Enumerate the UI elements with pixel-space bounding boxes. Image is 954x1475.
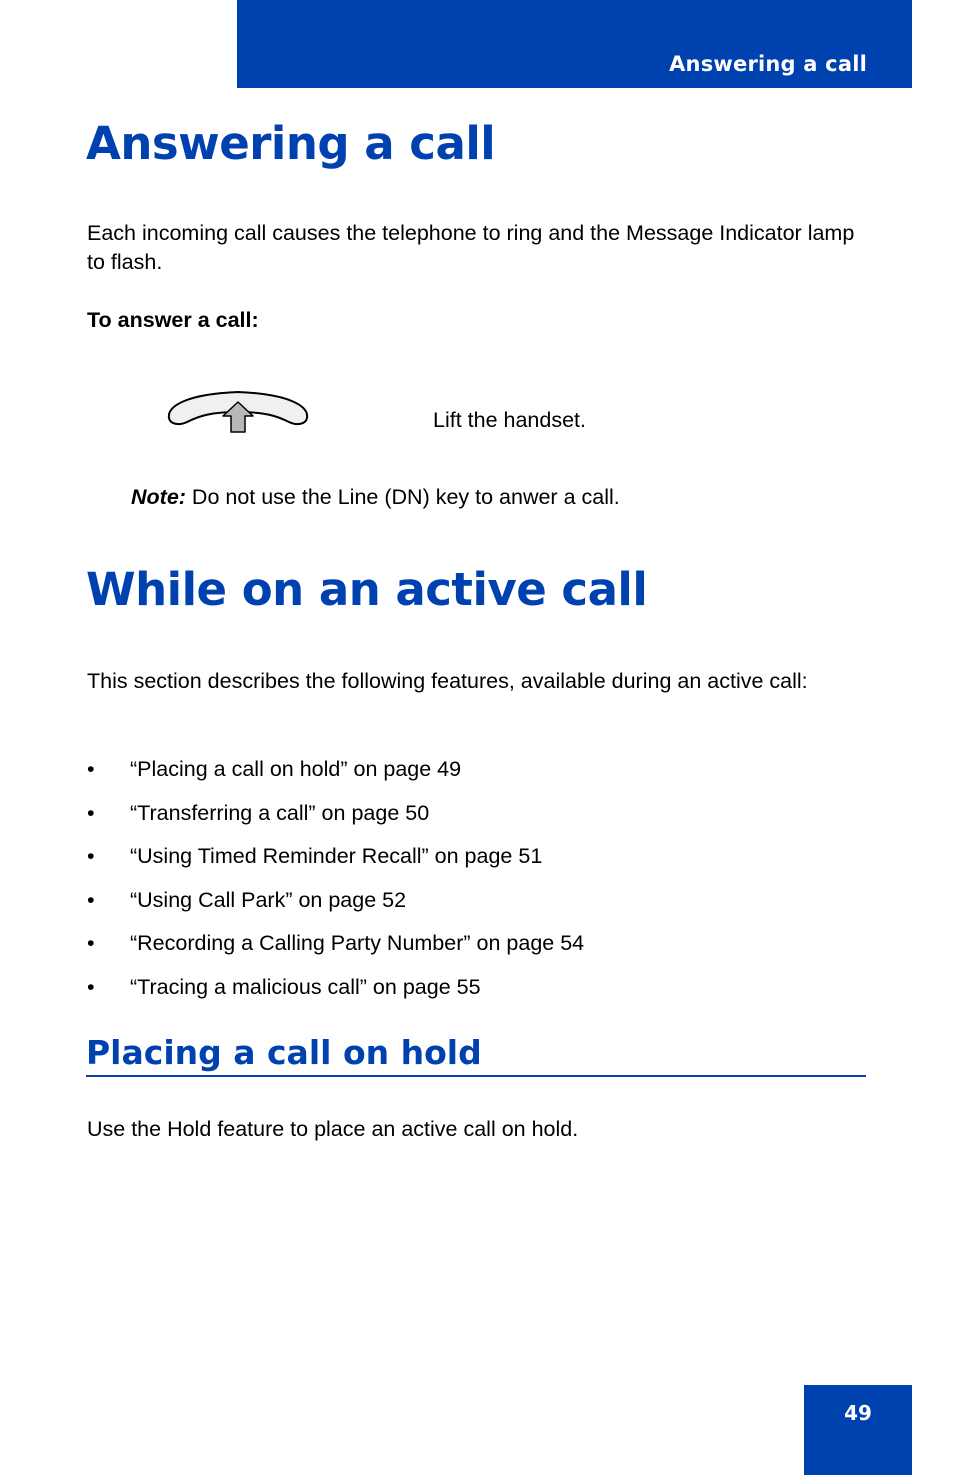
feature-list (87, 755, 867, 1016)
running-header-title: Answering a call (669, 52, 867, 76)
list-item-link[interactable]: “Transferring a call” on page 50 (130, 800, 430, 825)
note-label: Note: (131, 485, 186, 509)
header-bar (237, 0, 912, 88)
list-item[interactable] (87, 929, 867, 973)
bullet-icon: • (87, 931, 95, 955)
heading-while-on-active-call: While on an active call (86, 563, 648, 616)
page-number-box (804, 1385, 912, 1475)
procedure-label: To answer a call: (87, 308, 259, 332)
bullet-icon: • (87, 757, 95, 781)
list-item[interactable] (87, 799, 867, 843)
bullet-icon: • (87, 800, 95, 825)
handset-lift-icon (165, 388, 311, 436)
active-intro-text: This section describes the following features, available during an active call: (87, 669, 808, 693)
list-item-link[interactable]: “Placing a call on hold” on page 49 (130, 757, 462, 781)
bullet-icon: • (87, 974, 95, 999)
bullet-icon: • (87, 844, 95, 868)
list-item-link[interactable]: “Tracing a malicious call” on page 55 (130, 974, 481, 999)
list-item[interactable] (87, 973, 867, 1017)
list-item[interactable] (87, 886, 867, 930)
list-item[interactable] (87, 755, 867, 799)
page-number: 49 (844, 1401, 872, 1425)
list-item[interactable] (87, 842, 867, 886)
note (131, 485, 620, 510)
answer-intro-text: Each incoming call causes the telephone to ring and the Message Indicator lamp to flash. (87, 221, 855, 274)
list-item-link[interactable]: “Using Call Park” on page 52 (130, 887, 407, 912)
bullet-icon: • (87, 887, 95, 912)
hold-intro-text: Use the Hold feature to place an active call on hold. (87, 1117, 579, 1141)
heading-placing-call-on-hold: Placing a call on hold (86, 1036, 866, 1077)
list-item-link[interactable]: “Recording a Calling Party Number” on page 54 (130, 931, 585, 955)
note-text: Do not use the Line (DN) key to anwer a call. (185, 485, 620, 509)
heading-answering-a-call: Answering a call (86, 117, 496, 170)
step-lift-handset-text: Lift the handset. (433, 408, 586, 432)
list-item-link[interactable]: “Using Timed Reminder Recall” on page 51 (130, 844, 543, 868)
